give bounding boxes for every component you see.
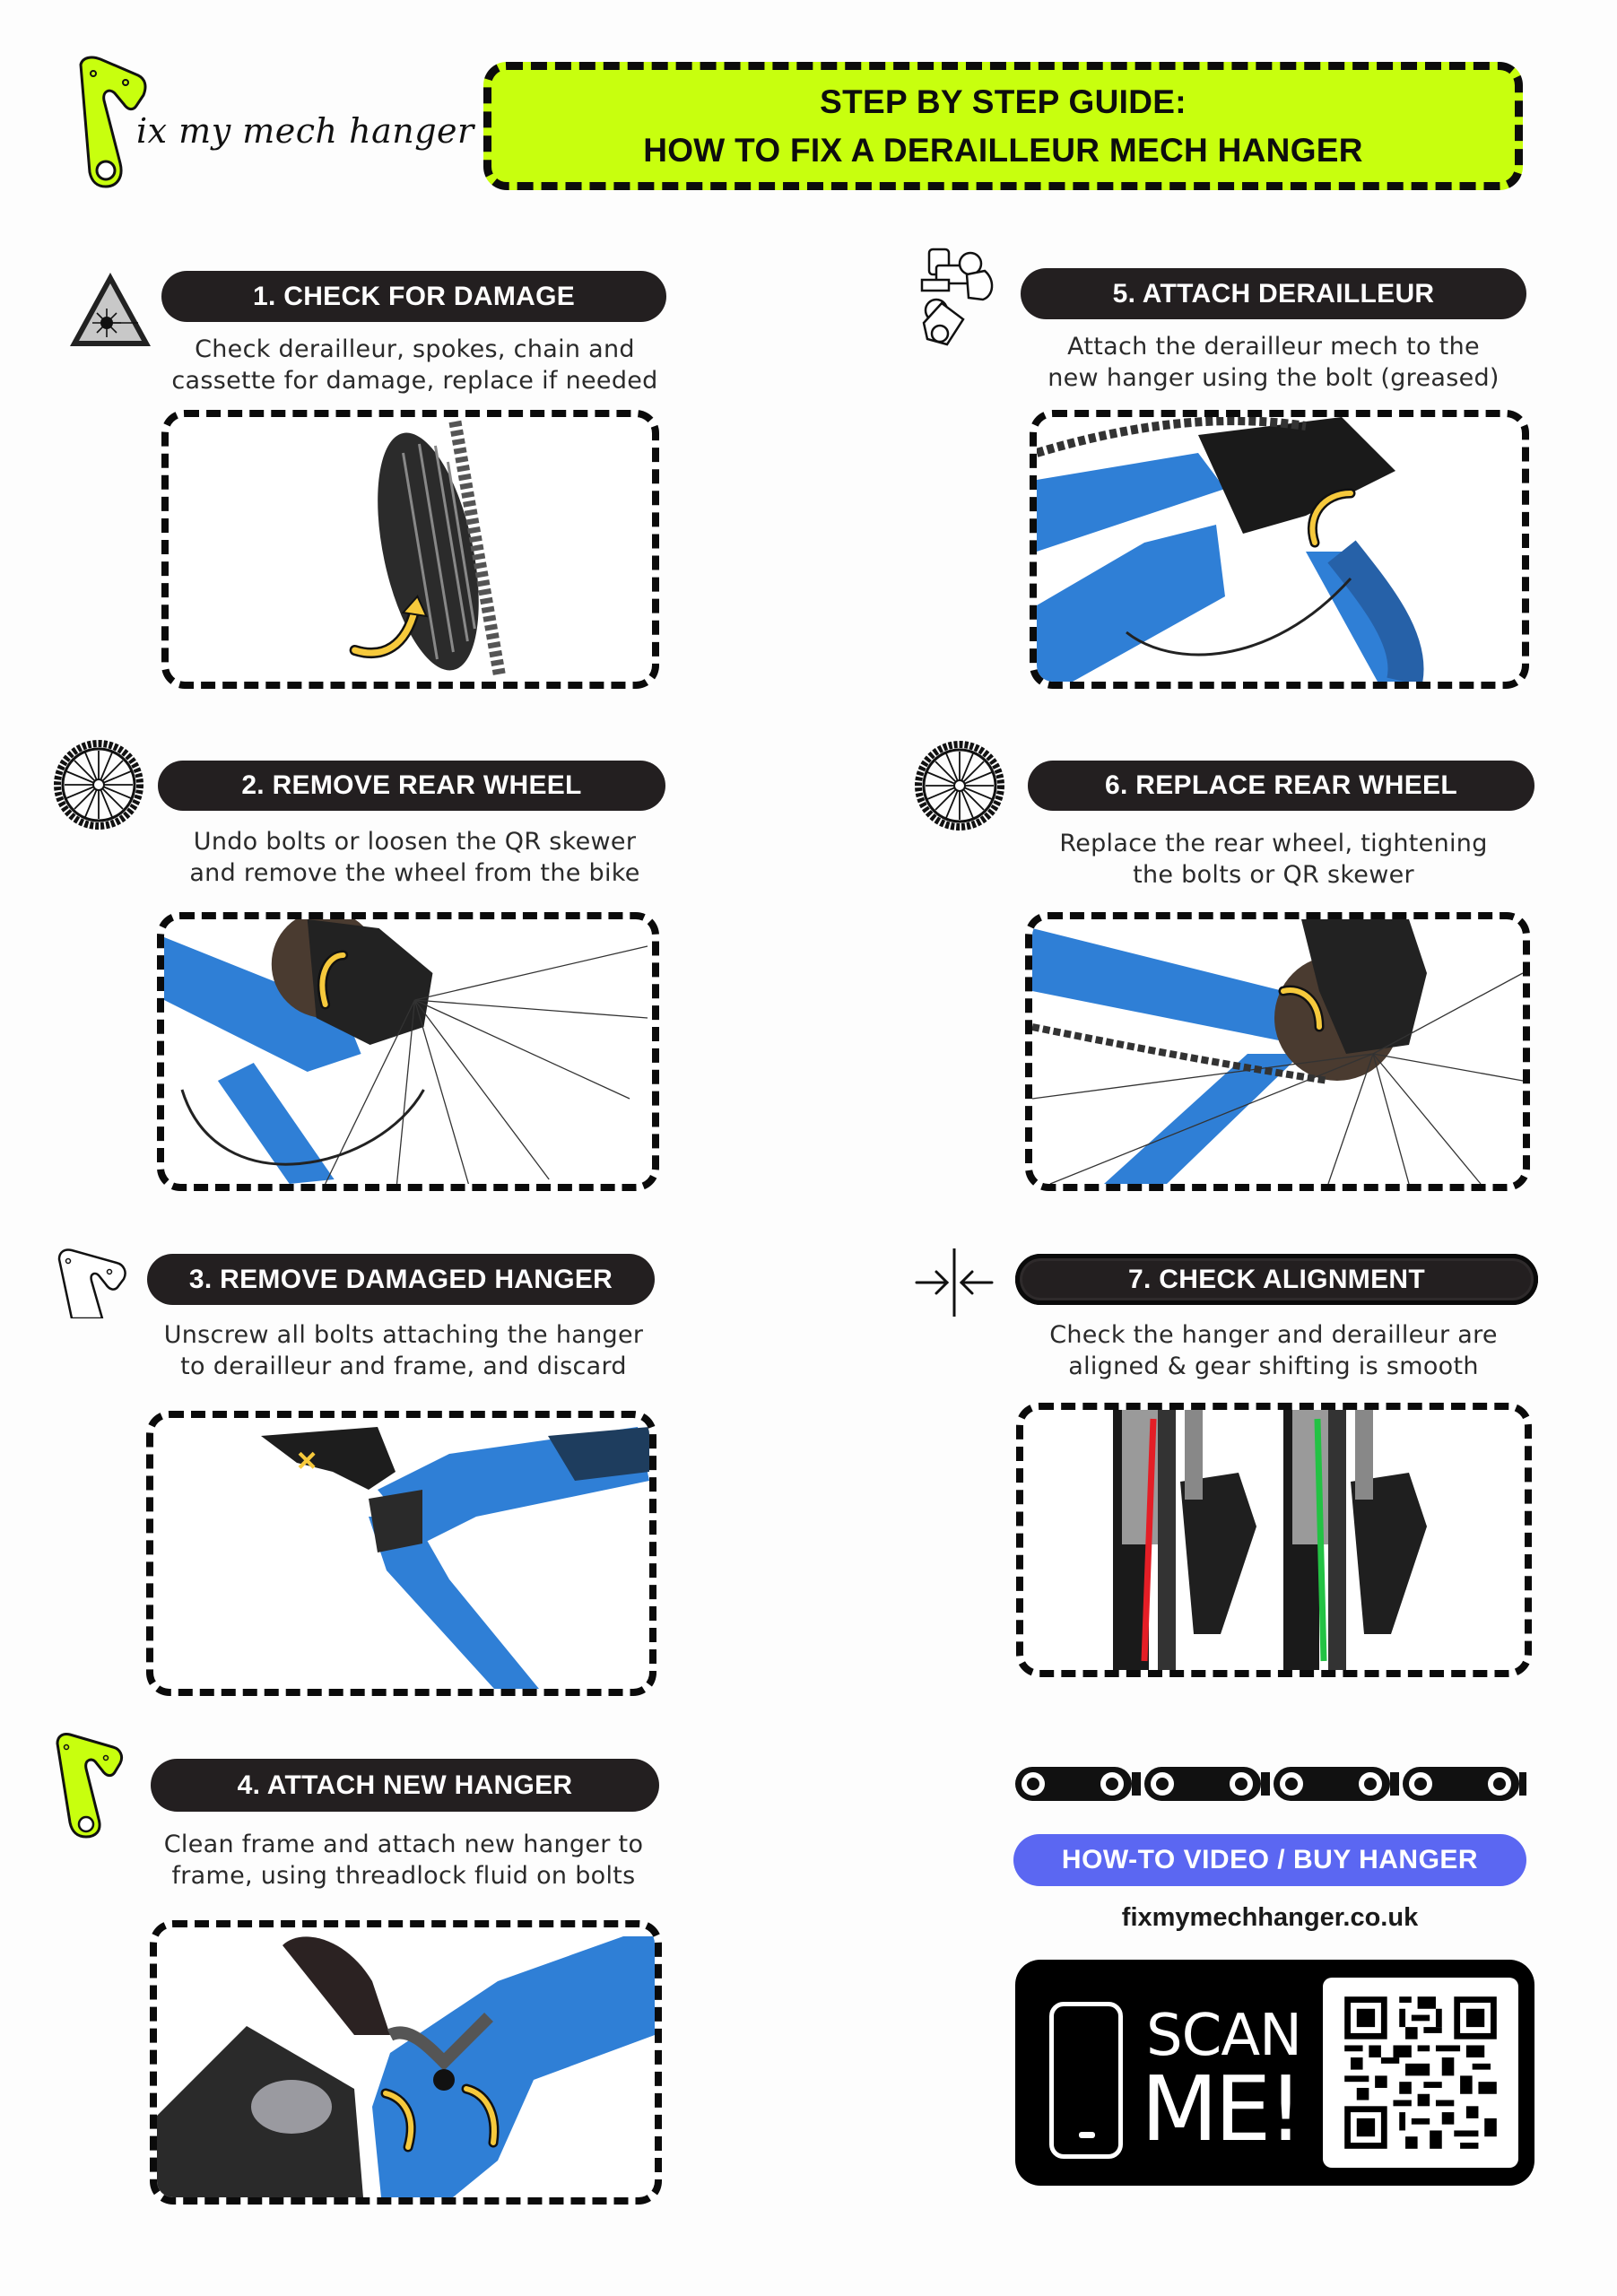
desc-line: aligned & gear shifting is smooth xyxy=(1068,1352,1479,1380)
step-7-description xyxy=(1009,1319,1538,1382)
bike-wheel-icon xyxy=(915,741,1004,831)
step-7-title: 7. CHECK ALIGNMENT xyxy=(1015,1254,1538,1305)
scan-label: SCAN xyxy=(1146,2003,1301,2069)
step-1-description xyxy=(152,334,677,396)
step-4-photo xyxy=(150,1920,662,2205)
desc-line: frame, using threadlock fluid on bolts xyxy=(171,1862,636,1890)
alignment-comparison-image xyxy=(1023,1410,1525,1670)
wheel-removal-image xyxy=(164,919,652,1184)
desc-line: Check the hanger and derailleur are xyxy=(1049,1321,1498,1349)
bike-chain-icon xyxy=(1013,1763,1526,1805)
step-6-photo xyxy=(1025,912,1530,1191)
brand-logo xyxy=(74,56,474,190)
desc-line: Check derailleur, spokes, chain and xyxy=(195,335,635,363)
derailleur-icon xyxy=(915,244,1004,352)
step-5-title: 5. ATTACH DERAILLEUR xyxy=(1021,268,1526,319)
replace-wheel-image xyxy=(1032,919,1523,1184)
desc-line: Clean frame and attach new hanger to xyxy=(163,1831,644,1858)
desc-line: Attach the derailleur mech to the xyxy=(1067,333,1480,361)
desc-line: and remove the wheel from the bike xyxy=(189,859,640,887)
step-6-description xyxy=(1009,828,1538,891)
me-label: ME! xyxy=(1141,2057,1300,2161)
bike-wheel-icon xyxy=(54,740,143,830)
align-arrows-icon xyxy=(913,1245,995,1320)
desc-line: new hanger using the bolt (greased) xyxy=(1048,364,1500,392)
step-3-photo xyxy=(146,1411,656,1696)
step-2-description xyxy=(152,826,677,889)
banner-line-2: HOW TO FIX A DERAILLEUR MECH HANGER xyxy=(643,131,1363,169)
multitool-hanger-image xyxy=(157,1927,655,2197)
phone-icon xyxy=(1049,2002,1123,2159)
website-link[interactable]: fixmymechhanger.co.uk xyxy=(1121,1903,1419,1932)
scan-me-qr-panel[interactable] xyxy=(1015,1960,1534,2186)
svg-text:×: × xyxy=(297,1442,317,1480)
step-1-photo xyxy=(161,410,659,689)
attach-derailleur-image xyxy=(1037,417,1522,682)
step-3-title: 3. REMOVE DAMAGED HANGER xyxy=(147,1254,655,1305)
damaged-hanger-image xyxy=(153,1418,649,1689)
title-banner xyxy=(483,62,1523,190)
step-1-title: 1. CHECK FOR DAMAGE xyxy=(161,271,666,322)
step-4-title: 4. ATTACH NEW HANGER xyxy=(151,1759,659,1812)
step-7-photo xyxy=(1016,1403,1532,1677)
hanger-outline-icon xyxy=(56,1245,131,1318)
how-to-video-buy-hanger-button[interactable]: HOW-TO VIDEO / BUY HANGER xyxy=(1013,1834,1526,1886)
qr-code[interactable] xyxy=(1323,1978,1518,2168)
cassette-chain-image xyxy=(169,417,652,682)
step-5-photo xyxy=(1030,410,1529,689)
laser-warning-icon xyxy=(66,269,154,350)
banner-line-1: STEP BY STEP GUIDE: xyxy=(820,83,1187,120)
desc-line: Replace the rear wheel, tightening xyxy=(1059,830,1488,857)
desc-line: to derailleur and frame, and discard xyxy=(180,1352,627,1380)
qr-code-icon xyxy=(1323,1978,1518,2168)
step-5-description xyxy=(1009,331,1538,394)
hanger-green-icon xyxy=(52,1731,126,1839)
step-2-photo xyxy=(157,912,659,1191)
step-2-title: 2. REMOVE REAR WHEEL xyxy=(158,761,665,811)
desc-line: Undo bolts or loosen the QR skewer xyxy=(193,828,637,856)
step-4-description xyxy=(135,1829,673,1892)
desc-line: the bolts or QR skewer xyxy=(1133,861,1414,889)
logo-text: ix my mech hanger xyxy=(136,111,474,151)
desc-line: cassette for damage, replace if needed xyxy=(171,367,658,395)
step-3-description xyxy=(135,1319,673,1382)
desc-line: Unscrew all bolts attaching the hanger xyxy=(163,1321,644,1349)
step-6-title: 6. REPLACE REAR WHEEL xyxy=(1028,761,1534,811)
